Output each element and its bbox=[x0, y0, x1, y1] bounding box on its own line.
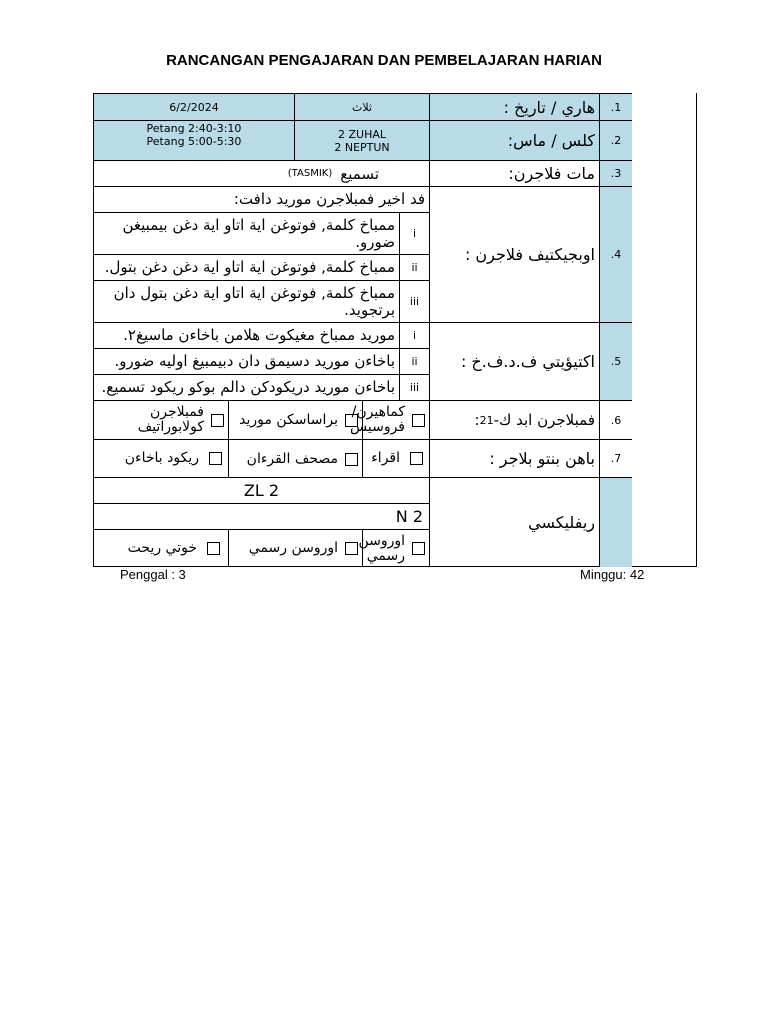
subject-latin-text: (TASMIK) bbox=[287, 168, 333, 179]
class-line-2: 2 NEPTUN bbox=[334, 140, 390, 154]
aid-option-mushaf[interactable] bbox=[228, 439, 362, 477]
activity-item-3: باخاءن موريد دريكودكن دالم بوكو ريكود تسميع. bbox=[93, 374, 399, 400]
checkbox-icon[interactable] bbox=[412, 542, 425, 555]
row-number-2: .2 bbox=[599, 120, 632, 160]
objective-intro: فد اخير فمبلاجرن موريد دافت: bbox=[93, 186, 429, 212]
time-line-2: Petang 5:00-5:30 bbox=[146, 135, 242, 148]
option-label: اوروسن رسمي bbox=[358, 532, 405, 564]
objective-roman-2: ii bbox=[399, 254, 429, 280]
time-cell bbox=[93, 120, 294, 160]
footer-week: Minggu: 42 bbox=[580, 567, 645, 582]
objective-item-3: ممباخ كلمة, فوتوغن اية اتاو اية دغن بتول دان برتجويد. bbox=[93, 280, 399, 322]
objective-item-1: ممباخ كلمة, فوتوغن اية اتاو اية دغن بيمبيغن ضورو. bbox=[93, 212, 399, 254]
reflection-option-2[interactable] bbox=[228, 529, 362, 567]
activity-roman-2: ii bbox=[399, 348, 429, 374]
date-cell: 6/2/2024 bbox=[93, 93, 294, 120]
class-line-1: 2 ZUHAL bbox=[337, 127, 386, 141]
checkbox-icon[interactable] bbox=[410, 452, 423, 465]
activity-roman-3: iii bbox=[399, 374, 429, 400]
row-label-subject: مات فلاجرن: bbox=[429, 160, 599, 186]
aid-option-iqra[interactable] bbox=[362, 439, 429, 477]
reflection-line-2: N 2 bbox=[93, 503, 429, 529]
reflection-option-3[interactable] bbox=[93, 529, 228, 567]
row-label-day-date: هاري / تاريخ : bbox=[429, 93, 599, 120]
option-label: مصحف القرءان bbox=[246, 450, 338, 467]
option-label: خوتي ريحت bbox=[127, 540, 197, 556]
row-label-reflection: ريفليكسي bbox=[429, 477, 599, 567]
reflection-line-1: ZL 2 bbox=[93, 477, 429, 503]
row-label-teaching-aids: باهن بنتو بلاجر : bbox=[429, 439, 599, 477]
lesson-plan-table bbox=[93, 93, 697, 567]
subject-text: تسميع bbox=[340, 164, 379, 183]
option-label: براساسكن موريد bbox=[239, 411, 338, 428]
row-label-pak21 bbox=[429, 400, 599, 439]
row-number-6: .6 bbox=[599, 400, 632, 439]
option-label: اقراء bbox=[371, 450, 400, 466]
page-title: RANCANGAN PENGAJARAN DAN PEMBELAJARAN HARIAN bbox=[166, 52, 602, 69]
objective-item-2: ممباخ كلمة, فوتوغن اية اتاو اية دغن دغن بتول. bbox=[93, 254, 399, 280]
row-number-8-blank bbox=[599, 477, 632, 567]
pak21-label-number: 21 bbox=[479, 413, 494, 427]
subject-cell bbox=[93, 160, 429, 186]
pak21-label-main: فمبلاجرن ابد ك- bbox=[493, 411, 595, 429]
row-label-class-time: كلس / ماس: bbox=[429, 120, 599, 160]
reflection-option-1[interactable] bbox=[358, 529, 429, 567]
option-label: ريكود باخاءن bbox=[124, 450, 199, 466]
checkbox-icon[interactable] bbox=[345, 542, 358, 555]
activity-roman-1: i bbox=[399, 322, 429, 348]
objective-roman-1: i bbox=[399, 212, 429, 254]
row-number-7: .7 bbox=[599, 439, 632, 477]
footer-term: Penggal : 3 bbox=[120, 567, 186, 582]
day-cell: ثلاث bbox=[294, 93, 429, 120]
row-label-activities: اكتيؤيتي ف.د.ف.خ : bbox=[429, 322, 599, 400]
class-cell bbox=[294, 120, 429, 160]
checkbox-icon[interactable] bbox=[207, 542, 220, 555]
row-label-objectives: اوبجيكتيف فلاجرن : bbox=[429, 186, 599, 322]
checkbox-icon[interactable] bbox=[412, 414, 425, 427]
row-number-5: .5 bbox=[599, 322, 632, 400]
checkbox-icon[interactable] bbox=[211, 414, 224, 427]
activity-item-1: موريد ممباخ مغيكوت هلامن باخاءن ماسيغ٢. bbox=[93, 322, 399, 348]
row-number-3: .3 bbox=[599, 160, 632, 186]
option-label: كماهيرن/ فروسيس bbox=[350, 404, 405, 435]
pak21-label-end: : bbox=[474, 411, 480, 429]
option-label: اوروسن رسمي bbox=[248, 540, 338, 556]
pak21-option-student-based[interactable] bbox=[228, 400, 362, 439]
time-line-1: Petang 2:40-3:10 bbox=[146, 122, 242, 135]
row-number-1: .1 bbox=[599, 93, 632, 120]
row-number-4: .4 bbox=[599, 186, 632, 322]
objective-roman-3: iii bbox=[399, 280, 429, 322]
aid-option-reading-record[interactable] bbox=[93, 439, 228, 477]
checkbox-icon[interactable] bbox=[209, 452, 222, 465]
option-label: فمبلاجرن كولابوراتيف bbox=[137, 404, 204, 435]
pak21-option-skills-process[interactable] bbox=[350, 400, 429, 439]
activity-item-2: باخاءن موريد دسيمق دان دبيمبيغ اوليه ضورو. bbox=[93, 348, 399, 374]
checkbox-icon[interactable] bbox=[345, 453, 358, 466]
pak21-option-collaborative[interactable] bbox=[93, 400, 228, 439]
